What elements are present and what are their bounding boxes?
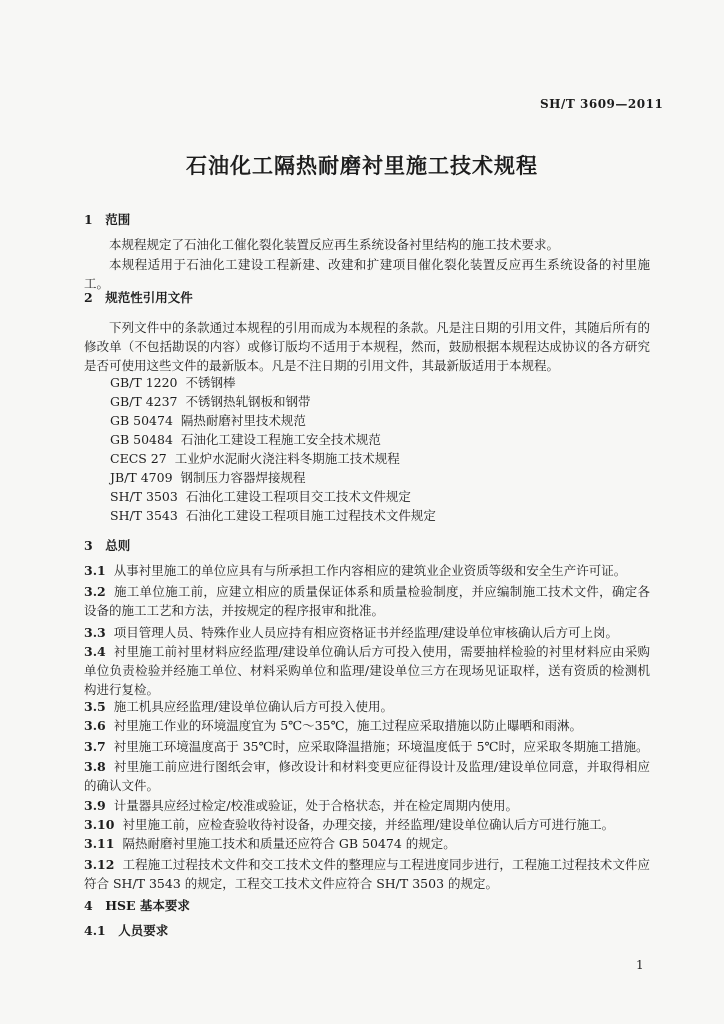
scope-paragraph-1: 本规程规定了石油化工催化裂化装置反应再生系统设备衬里结构的施工技术要求。 [109,237,560,252]
standard-code: SH/T 3609—2011 [540,97,664,111]
clause-text: 衬里施工前衬里材料应经监理/建设单位确认后方可投入使用，需要抽样检验的衬里材料应由采购单位负责检验并经施工单位、材料采购单位和监理/建设单位三方在现场见证取样，送有资质的检测机构进行复检。 [84,644,650,697]
clause-text: 从事衬里施工的单位应具有与所承担工作内容相应的建筑业企业资质等级和安全生产许可证。 [113,563,627,578]
page-title: 石油化工隔热耐磨衬里施工技术规程 [186,153,538,178]
clause [84,716,650,735]
clause-number: 3.9 [84,798,106,813]
clause [84,737,650,756]
clause [84,757,650,795]
clause [84,796,650,815]
reference-title: 石油化工建设工程项目施工过程技术文件规定 [185,508,436,523]
clause-text: 隔热耐磨衬里施工技术和质量还应符合 GB 50474 的规定。 [122,836,456,851]
reference-code: GB 50474 [110,413,173,428]
clause [84,582,650,620]
clause [84,697,650,716]
clause-number: 3.8 [84,759,106,774]
clause [84,623,650,642]
clause-text: 施工单位施工前，应建立相应的质量保证体系和质量检验制度，并应编制施工技术文件，确定各设备的施工工艺和方法，并按规定的程序报审和批准。 [84,584,650,618]
reference-title: 不锈钢棒 [185,375,236,390]
clause-number: 3.12 [84,857,115,872]
clause-text: 计量器具应经过检定/校准或验证，处于合格状态，并在检定周期内使用。 [113,798,518,813]
reference-title: 不锈钢热轧钢板和钢带 [185,394,311,409]
reference-item [110,392,311,411]
clause-number: 3.3 [84,625,106,640]
clause-number: 3.4 [84,644,106,659]
subsection-heading-personnel: 4.1 人员要求 [84,923,169,938]
clause-number: 3.5 [84,699,106,714]
clause-text: 项目管理人员、特殊作业人员应持有相应资格证书并经监理/建设单位审核确认后方可上岗。 [113,625,618,640]
reference-item [110,373,236,392]
clause-number: 3.2 [84,584,106,599]
clause-text: 衬里施工前，应检查验收待衬设备，办理交接，并经监理/建设单位确认后方可进行施工。 [122,817,615,832]
reference-title: 石油化工建设工程项目交工技术文件规定 [185,489,411,504]
clause-number: 3.1 [84,563,106,578]
reference-title: 工业炉水泥耐火浇注料冬期施工技术规程 [174,451,400,466]
reference-item [110,468,306,487]
clause-text: 施工机具应经监理/建设单位确认后方可投入使用。 [113,699,393,714]
reference-item [110,506,436,525]
reference-item [110,449,400,468]
page-number: 1 [636,958,644,972]
reference-title: 石油化工建设工程施工安全技术规范 [180,432,381,447]
clause [84,834,650,853]
clause [84,642,650,699]
reference-code: SH/T 3543 [110,508,178,523]
section-heading-scope: 1 范围 [84,212,131,227]
clause [84,561,650,580]
reference-title: 隔热耐磨衬里技术规范 [180,413,306,428]
clause-text: 衬里施工前应进行图纸会审，修改设计和材料变更应征得设计及监理/建设单位同意，并取得相应的确认文件。 [84,759,650,793]
clause [84,815,650,834]
reference-code: CECS 27 [110,451,167,466]
reference-code: GB/T 4237 [110,394,178,409]
scope-paragraph-2: 本规程适用于石油化工建设工程新建、改建和扩建项目催化裂化装置反应再生系统设备的衬里施工。 [84,257,650,291]
reference-title: 钢制压力容器焊接规程 [180,470,306,485]
section-heading-hse: 4 HSE 基本要求 [84,898,190,913]
reference-code: JB/T 4709 [110,470,173,485]
reference-code: SH/T 3503 [110,489,178,504]
section-heading-references: 2 规范性引用文件 [84,290,193,305]
clause-text: 衬里施工环境温度高于 35℃时，应采取降温措施；环境温度低于 5℃时，应采取冬期施工措施。 [113,739,649,754]
reference-item [110,487,411,506]
reference-code: GB 50484 [110,432,173,447]
clause-text: 衬里施工作业的环境温度宜为 5℃～35℃，施工过程应采取措施以防止曝晒和雨淋。 [113,718,583,733]
reference-code: GB/T 1220 [110,375,178,390]
clause-number: 3.7 [84,739,106,754]
clause-number: 3.11 [84,836,115,851]
section-heading-general: 3 总则 [84,538,131,553]
reference-item [110,430,381,449]
clause [84,855,650,893]
clause-number: 3.10 [84,817,115,832]
reference-item [110,411,306,430]
references-intro-paragraph: 下列文件中的条款通过本规程的引用而成为本规程的条款。凡是注日期的引用文件，其随后所有的修改单（不包括勘误的内容）或修订版均不适用于本规程，然而，鼓励根据本规程达成协议的各方研究是否可使用这些文件的最新版本。凡是不注日期的引用文件，其最新版适用于本规程。 [84,320,650,373]
clause-number: 3.6 [84,718,106,733]
clause-text: 工程施工过程技术文件和交工技术文件的整理应与工程进度同步进行，工程施工过程技术文件应符合 SH/T 3543 的规定，工程交工技术文件应符合 SH/T 3503 的规定。 [84,857,650,891]
